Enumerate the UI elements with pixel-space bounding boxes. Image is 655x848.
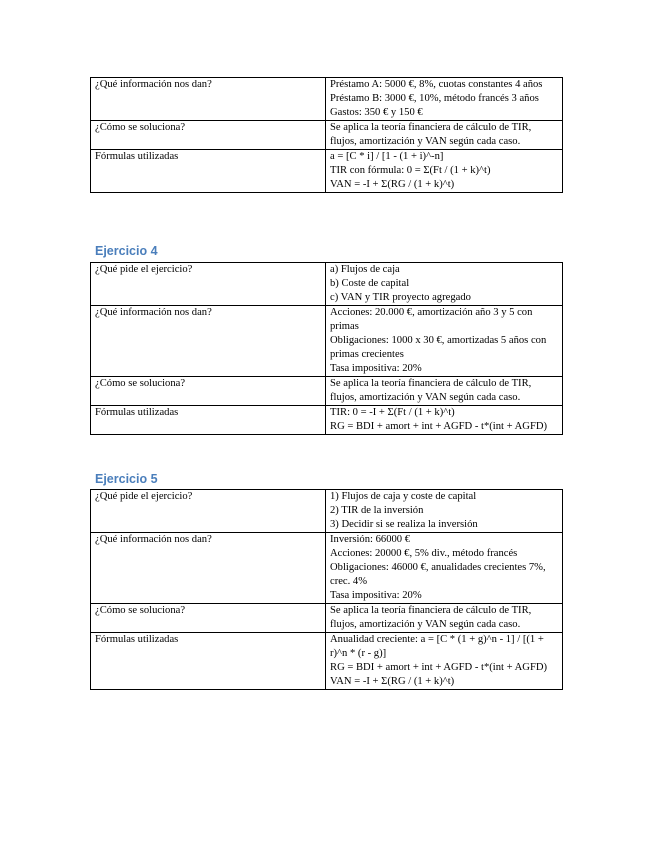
table-row bbox=[91, 150, 563, 193]
table-ejercicio-5 bbox=[90, 489, 563, 690]
table-row bbox=[91, 377, 563, 406]
answer-cell bbox=[326, 121, 563, 150]
question-cell: Fórmulas utilizadas bbox=[91, 633, 326, 690]
answer-line: RG = BDI + amort + int + AGFD - t*(int + AGFD) bbox=[330, 662, 548, 673]
question-cell: Fórmulas utilizadas bbox=[91, 150, 326, 193]
answer-cell bbox=[326, 406, 563, 435]
answer-cell bbox=[326, 633, 563, 690]
answer-line: Préstamo A: 5000 €, 8%, cuotas constantes 4 años bbox=[330, 79, 543, 90]
answer-line: Se aplica la teoría financiera de cálculo de TIR, flujos, amortización y VAN según cada caso. bbox=[330, 378, 532, 403]
answer-line: Inversión: 66000 € bbox=[330, 534, 411, 545]
answer-cell bbox=[326, 78, 563, 121]
question-cell: ¿Qué pide el ejercicio? bbox=[91, 263, 326, 306]
question-cell: ¿Cómo se soluciona? bbox=[91, 121, 326, 150]
answer-line: Gastos: 350 € y 150 € bbox=[330, 107, 423, 118]
answer-line: Acciones: 20000 €, 5% div., método francés bbox=[330, 548, 518, 559]
table-row bbox=[91, 78, 563, 121]
answer-line: VAN = -I + Σ(RG / (1 + k)^t) bbox=[330, 676, 455, 687]
answer-cell bbox=[326, 150, 563, 193]
question-cell: ¿Qué información nos dan? bbox=[91, 533, 326, 604]
answer-line: TIR: 0 = -I + Σ(Ft / (1 + k)^t) bbox=[330, 407, 455, 418]
answer-line: a = [C * i] / [1 - (1 + i)^-n] bbox=[330, 151, 444, 162]
table-ejercicio-3 bbox=[90, 77, 563, 193]
question-cell: ¿Qué información nos dan? bbox=[91, 306, 326, 377]
table-row bbox=[91, 604, 563, 633]
table-row bbox=[91, 633, 563, 690]
table-row bbox=[91, 490, 563, 533]
answer-line: b) Coste de capital bbox=[330, 278, 410, 289]
answer-line: Tasa impositiva: 20% bbox=[330, 363, 422, 374]
question-cell: ¿Qué información nos dan? bbox=[91, 78, 326, 121]
answer-line: Obligaciones: 46000 €, anualidades crecientes 7%, crec. 4% bbox=[330, 562, 546, 587]
answer-line: Acciones: 20.000 €, amortización año 3 y 5 con primas bbox=[330, 307, 533, 332]
table-row bbox=[91, 533, 563, 604]
answer-line: Tasa impositiva: 20% bbox=[330, 590, 422, 601]
table-row bbox=[91, 306, 563, 377]
answer-line: Préstamo B: 3000 €, 10%, método francés 3 años bbox=[330, 93, 539, 104]
question-cell: ¿Qué pide el ejercicio? bbox=[91, 490, 326, 533]
table-row bbox=[91, 406, 563, 435]
answer-cell bbox=[326, 533, 563, 604]
answer-line: RG = BDI + amort + int + AGFD - t*(int + AGFD) bbox=[330, 421, 548, 432]
answer-line: 1) Flujos de caja y coste de capital bbox=[330, 491, 477, 502]
answer-line: Se aplica la teoría financiera de cálculo de TIR, flujos, amortización y VAN según cada caso. bbox=[330, 605, 532, 630]
answer-cell bbox=[326, 490, 563, 533]
question-cell: ¿Cómo se soluciona? bbox=[91, 377, 326, 406]
answer-line: 2) TIR de la inversión bbox=[330, 505, 424, 516]
answer-cell bbox=[326, 604, 563, 633]
answer-cell bbox=[326, 263, 563, 306]
table-ejercicio-4 bbox=[90, 262, 563, 435]
question-cell: Fórmulas utilizadas bbox=[91, 406, 326, 435]
table-row bbox=[91, 121, 563, 150]
answer-line: Anualidad creciente: a = [C * (1 + g)^n - 1] / [(1 + r)^n * (r - g)] bbox=[330, 634, 544, 659]
answer-line: Obligaciones: 1000 x 30 €, amortizadas 5 años con primas crecientes bbox=[330, 335, 547, 360]
answer-line: a) Flujos de caja bbox=[330, 264, 400, 275]
answer-cell bbox=[326, 306, 563, 377]
answer-line: Se aplica la teoría financiera de cálculo de TIR, flujos, amortización y VAN según cada caso. bbox=[330, 122, 532, 147]
question-cell: ¿Cómo se soluciona? bbox=[91, 604, 326, 633]
answer-line: VAN = -I + Σ(RG / (1 + k)^t) bbox=[330, 179, 455, 190]
section-heading-ejercicio-5: Ejercicio 5 bbox=[95, 472, 158, 486]
table-row bbox=[91, 263, 563, 306]
answer-cell bbox=[326, 377, 563, 406]
answer-line: c) VAN y TIR proyecto agregado bbox=[330, 292, 471, 303]
section-heading-ejercicio-4: Ejercicio 4 bbox=[95, 244, 158, 258]
answer-line: TIR con fórmula: 0 = Σ(Ft / (1 + k)^t) bbox=[330, 165, 491, 176]
answer-line: 3) Decidir si se realiza la inversión bbox=[330, 519, 478, 530]
